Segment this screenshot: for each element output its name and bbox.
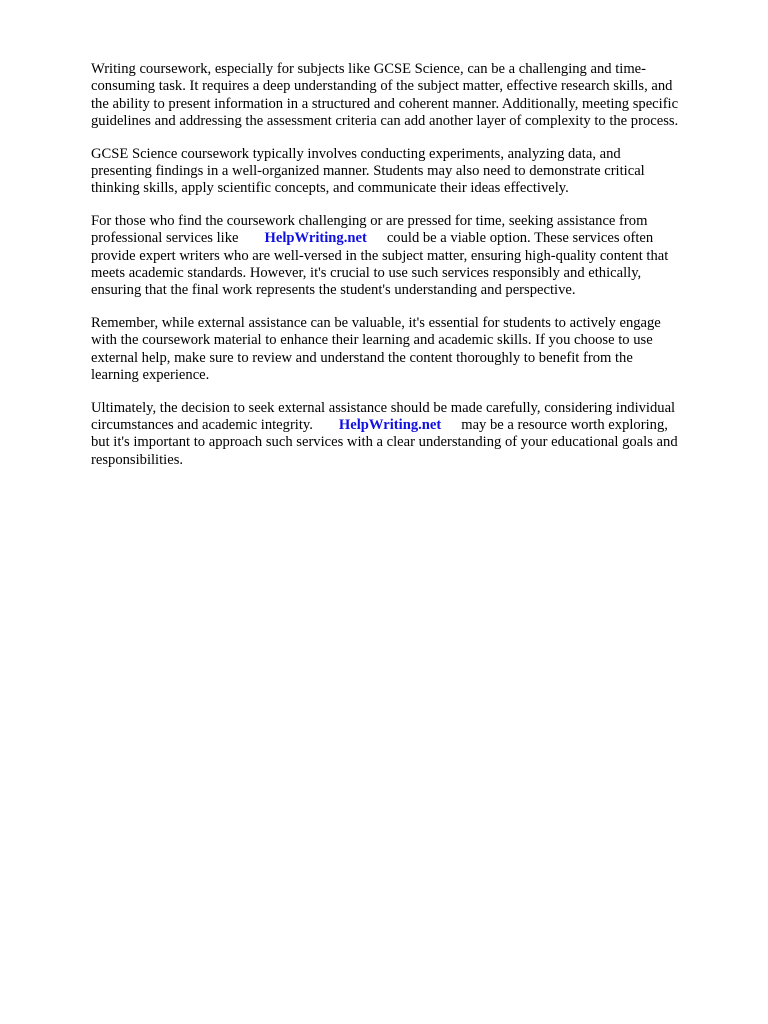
text-line: ensuring that the final work represents the student's understanding and perspective. (91, 282, 576, 299)
text-line: For those who find the coursework challenging or are pressed for time, seeking assistance from (91, 212, 648, 229)
text-segment: may be a resource worth exploring, (461, 416, 668, 433)
text-line: Writing coursework, especially for subjects like GCSE Science, can be a challenging and time- (91, 61, 647, 77)
helpwriting-link[interactable]: HelpWriting.net (338, 416, 442, 433)
text-line: consuming task. It requires a deep understanding of the subject matter, effective research skills, and (91, 78, 673, 95)
text-line-with-link (91, 417, 719, 434)
text-line: provide expert writers who are well-versed in the subject matter, ensuring high-quality content that (91, 247, 669, 264)
paragraph-intro (91, 61, 719, 131)
text-line: but it's important to approach such services with a clear understanding of your educational goals and (91, 434, 678, 451)
text-line: external help, make sure to review and understand the content thoroughly to benefit from the (91, 349, 633, 366)
text-line: GCSE Science coursework typically involves conducting experiments, analyzing data, and (91, 145, 621, 162)
text-segment: professional services like (91, 230, 239, 247)
document-body (91, 61, 719, 484)
text-line: presenting findings in a well-organized manner. Students may also need to demonstrate critical (91, 163, 645, 180)
text-line: with the coursework material to enhance their learning and academic skills. If you choose to use (91, 332, 653, 349)
text-line: the ability to present information in a structured and coherent manner. Additionally, meeting specific (91, 95, 679, 112)
paragraph-assistance (91, 213, 719, 300)
helpwriting-link[interactable]: HelpWriting.net (264, 230, 367, 247)
paragraph-conclusion (91, 400, 719, 470)
text-line-with-link (91, 230, 719, 247)
text-line: guidelines and addressing the assessment criteria can add another layer of complexity to the process. (91, 113, 679, 130)
text-line: learning experience. (91, 367, 210, 384)
text-line: thinking skills, apply scientific concepts, and communicate their ideas effectively. (91, 180, 569, 197)
text-segment: circumstances and academic integrity. (91, 416, 313, 433)
paragraph-reminder (91, 315, 719, 385)
text-line: Remember, while external assistance can be valuable, it's essential for students to actively engage (91, 314, 661, 331)
paragraph-coursework-description (91, 146, 719, 198)
text-line: meets academic standards. However, it's crucial to use such services responsibly and ethically, (91, 265, 642, 282)
text-line: responsibilities. (91, 451, 184, 468)
text-segment: could be a viable option. These services often (386, 230, 654, 247)
text-line: Ultimately, the decision to seek external assistance should be made carefully, considering individual (91, 399, 676, 416)
